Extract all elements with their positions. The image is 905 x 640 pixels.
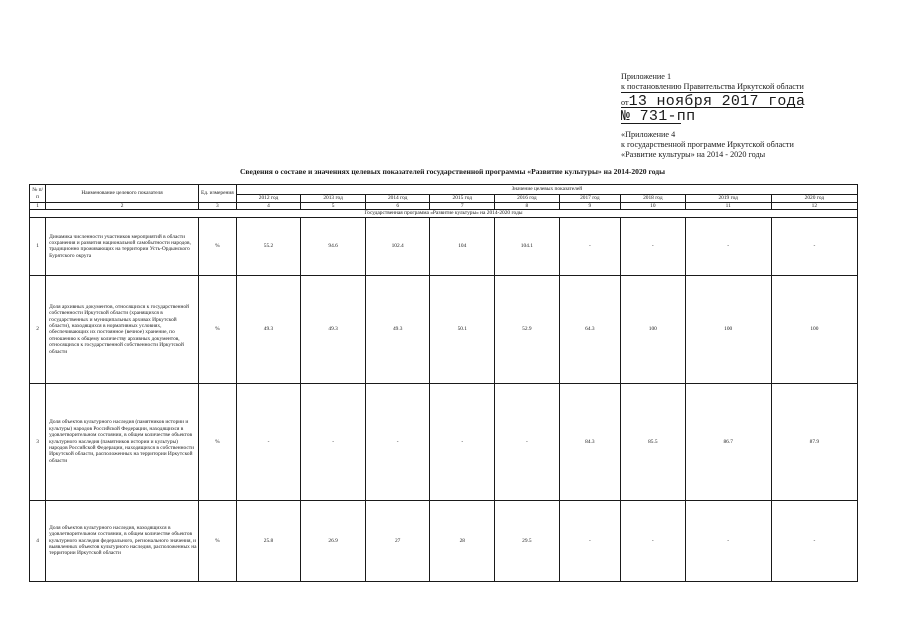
program-name-label: «Развитие культуры» на 2014 - 2020 годы (621, 150, 766, 159)
indicator-name: Доля объектов культурного наследия, находящихся в удовлетворительном состоянии, в общем количестве объектов культурного наследия федерального, регионального значения, и выявленных объектов культурного наследия, расположенных на территории Иркутской области (46, 500, 199, 581)
value-cell: - (430, 383, 495, 500)
handwritten-date: 13 ноября 2017 года (628, 93, 806, 110)
value-cell: - (495, 383, 560, 500)
value-cell: 49.3 (301, 275, 366, 383)
row-number: 3 (30, 383, 46, 500)
value-cell: 85.5 (621, 383, 686, 500)
col-number: 2 (46, 203, 199, 210)
value-cell: 100 (771, 275, 857, 383)
col-number: 12 (771, 203, 857, 210)
value-cell: - (685, 217, 771, 275)
value-cell: - (559, 217, 620, 275)
value-cell: 26.9 (301, 500, 366, 581)
year-header: 2014 год (365, 195, 430, 203)
program-row (30, 210, 858, 217)
col-header-values: Значение целевых показателей (236, 185, 857, 195)
value-cell: - (621, 217, 686, 275)
value-cell: - (365, 383, 430, 500)
column-number-row (30, 203, 858, 210)
col-number: 11 (685, 203, 771, 210)
value-cell: - (301, 383, 366, 500)
value-cell: 102.4 (365, 217, 430, 275)
indicators-table (29, 184, 858, 582)
appendix-label: Приложение 1 (621, 72, 672, 81)
value-cell: 104.1 (495, 217, 560, 275)
col-number: 10 (621, 203, 686, 210)
col-header-name: Наименование целевого показателя (46, 185, 199, 203)
col-number: 6 (365, 203, 430, 210)
col-number: 9 (559, 203, 620, 210)
indicator-name: Доля архивных документов, относящихся к государственной собственности Иркутской области (хранящихся в государственных и муниципальных архивах Иркутской области), находящихся в нормативных условиях, обеспечивающих их постоянное (вечное) хранение, по отношению к общему количеству архивных документов, относящихся к государственной собственности Иркутской области (46, 275, 199, 383)
value-cell: - (685, 500, 771, 581)
value-cell: 27 (365, 500, 430, 581)
value-cell: 25.8 (236, 500, 301, 581)
value-cell: 104 (430, 217, 495, 275)
document-title: Сведения о составе и значениях целевых показателей государственной программы «Развитие культуры» на 2014-2020 годы (239, 167, 666, 176)
indicator-name: Динамика численности участников мероприятий в области сохранения и развития национальной самобытности народов, традиционно проживающих на территории Усть-Ордынского Бурятского округа (46, 217, 199, 275)
value-cell: 84.3 (559, 383, 620, 500)
value-cell: - (771, 217, 857, 275)
col-header-unit: Ед. измерения (199, 185, 237, 203)
date-line (621, 95, 851, 108)
value-cell: - (236, 383, 301, 500)
year-header: 2012 год (236, 195, 301, 203)
value-cell: 94.6 (301, 217, 366, 275)
indicator-unit: % (199, 500, 237, 581)
indicator-unit: % (199, 275, 237, 383)
year-header: 2019 год (685, 195, 771, 203)
appendix2-label: «Приложение 4 (621, 130, 676, 139)
value-cell: 52.9 (495, 275, 560, 383)
year-header: 2016 год (495, 195, 560, 203)
year-header: 2017 год (559, 195, 620, 203)
value-cell: 87.9 (771, 383, 857, 500)
value-cell: - (771, 500, 857, 581)
value-cell: 49.3 (365, 275, 430, 383)
indicator-unit: % (199, 383, 237, 500)
handwritten-number: № 731-пп (621, 108, 696, 125)
col-number: 7 (430, 203, 495, 210)
col-header-no: № п/п (30, 185, 46, 203)
value-cell: 86.7 (685, 383, 771, 500)
resolution-label: к постановлению Правительства Иркутской области (621, 82, 804, 91)
indicator-unit: % (199, 217, 237, 275)
value-cell: - (559, 500, 620, 581)
col-number: 4 (236, 203, 301, 210)
value-cell: 100 (621, 275, 686, 383)
date-prefix: от (621, 98, 629, 107)
table-row (30, 383, 858, 500)
number-line (621, 110, 851, 123)
value-cell: 49.3 (236, 275, 301, 383)
value-cell: 50.1 (430, 275, 495, 383)
table-header-row (30, 185, 858, 195)
program-ref-label: к государственной программе Иркутской области (621, 140, 794, 149)
year-header: 2020 год (771, 195, 857, 203)
year-header: 2015 год (430, 195, 495, 203)
row-number: 2 (30, 275, 46, 383)
row-number: 1 (30, 217, 46, 275)
year-header: 2018 год (621, 195, 686, 203)
value-cell: 64.3 (559, 275, 620, 383)
col-number: 3 (199, 203, 237, 210)
indicator-name: Доля объектов культурного наследия (памятников истории и культуры) народов Российской Федерации, находящихся в удовлетворительном состоянии, в общем количестве объектов культурного наследия (памятников истории и культуры) народов Российской Федерации, находящихся в собственности Иркутской области, расположенных на территории Иркутской области (46, 383, 199, 500)
table-row (30, 500, 858, 581)
value-cell: 100 (685, 275, 771, 383)
row-number: 4 (30, 500, 46, 581)
col-number: 5 (301, 203, 366, 210)
col-number: 8 (495, 203, 560, 210)
value-cell: 55.2 (236, 217, 301, 275)
table-row (30, 217, 858, 275)
year-header: 2013 год (301, 195, 366, 203)
value-cell: - (621, 500, 686, 581)
col-number: 1 (30, 203, 46, 210)
table-row (30, 275, 858, 383)
program-row-label: Государственная программа «Развитие культуры» на 2014-2020 годы (30, 210, 858, 217)
resolution-header (621, 72, 851, 160)
value-cell: 28 (430, 500, 495, 581)
value-cell: 29.5 (495, 500, 560, 581)
